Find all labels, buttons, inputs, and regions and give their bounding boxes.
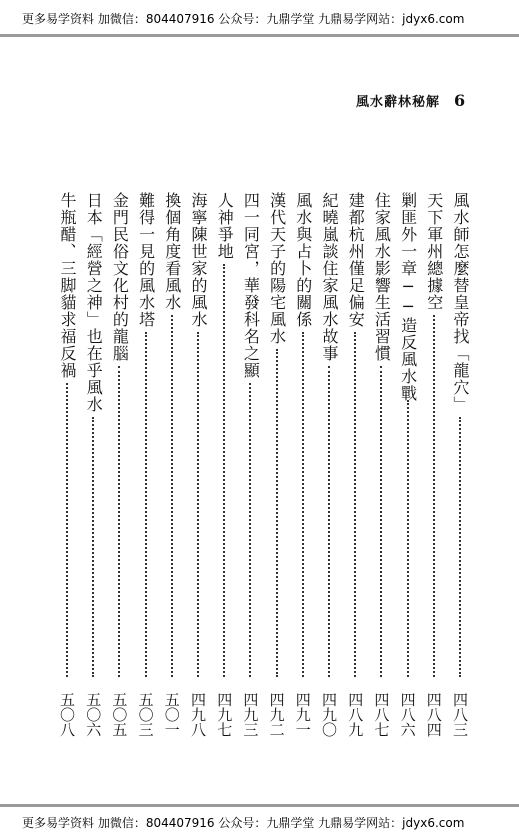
- bottom-divider: [0, 804, 519, 807]
- toc-leader-dots: [276, 349, 278, 677]
- toc-entry: [420, 192, 448, 737]
- toc-leader-dots: [66, 383, 68, 677]
- toc-entry: [184, 192, 212, 737]
- toc-entry-page: 四九〇: [320, 692, 338, 737]
- table-of-contents: [26, 192, 474, 737]
- toc-entry-title: 漢代天子的陽宅風水: [267, 192, 287, 345]
- page-header: [356, 90, 465, 110]
- toc-leader-dots: [171, 315, 173, 677]
- toc-leader-dots: [407, 400, 409, 677]
- toc-entry-page: 五〇六: [84, 692, 103, 737]
- toc-entry-page: 四八四: [424, 692, 443, 737]
- toc-entry-page: 四九二: [267, 692, 286, 737]
- toc-entry: [315, 192, 343, 737]
- toc-entry-title: 日本「經營之神」也在乎風水: [84, 192, 104, 413]
- toc-entry: [289, 192, 317, 737]
- toc-leader-dots: [92, 417, 94, 677]
- toc-entry-page: 四八三: [451, 692, 469, 737]
- toc-entry-title: 風水與占卜的關係: [293, 192, 313, 328]
- toc-entry-title: 建都杭州僅足偏安: [346, 192, 366, 328]
- toc-entry-title: 四一同宮，華發科名之顯: [241, 192, 261, 379]
- toc-leader-dots: [145, 332, 147, 677]
- toc-entry: [341, 192, 369, 737]
- toc-entry: [132, 192, 160, 737]
- toc-leader-dots: [380, 366, 382, 677]
- toc-entry-title: 剿匪外一章──造反風水戰: [398, 192, 418, 402]
- toc-entry-title: 風水師怎麼替皇帝找「龍穴」: [451, 192, 470, 413]
- toc-entry-page: 五〇三: [136, 692, 155, 737]
- toc-leader-dots: [459, 417, 461, 677]
- toc-entry: [53, 192, 81, 737]
- toc-entry-page: 四九一: [293, 692, 312, 737]
- toc-entry-title: 金門民俗文化村的龍腦: [110, 192, 130, 362]
- toc-entry-page: 四八九: [346, 692, 365, 737]
- toc-entry-title: 住家風水影響生活習慣: [372, 192, 392, 362]
- toc-entry-title: 難得一見的風水塔: [136, 192, 156, 328]
- page-number: 6: [454, 90, 466, 110]
- toc-entry-title: 天下軍州總據空: [424, 192, 444, 311]
- toc-entry-title: 換個角度看風水: [162, 192, 182, 311]
- toc-entry: [394, 192, 422, 737]
- toc-leader-dots: [197, 332, 199, 677]
- toc-entry-title: 人神爭地: [215, 192, 235, 260]
- toc-leader-dots: [328, 366, 330, 677]
- toc-leader-dots: [433, 315, 435, 677]
- toc-entry-page: 五〇八: [58, 692, 76, 737]
- toc-entry: [236, 192, 264, 737]
- toc-entry: [79, 192, 107, 737]
- toc-entry-page: 五〇一: [162, 692, 181, 737]
- toc-leader-dots: [223, 264, 225, 677]
- book-title: 風水辭林秘解: [356, 94, 441, 110]
- toc-entry: [158, 192, 186, 737]
- watermark-banner-bottom: 更多易学资料 加微信：804407916 公众号：九鼎学堂 九鼎易学网站：jdyx6.com: [0, 812, 519, 834]
- toc-entry-page: 四八六: [398, 692, 417, 737]
- toc-entry: [263, 192, 291, 737]
- toc-entry-title: 海寧陳世家的風水: [189, 192, 208, 328]
- toc-leader-dots: [249, 383, 251, 677]
- toc-entry-page: 四八七: [372, 692, 391, 737]
- toc-entry-page: 五〇五: [110, 692, 129, 737]
- toc-entry: [105, 192, 133, 737]
- toc-leader-dots: [118, 366, 120, 677]
- toc-entry-page: 四九三: [241, 692, 260, 737]
- toc-entry-title: 牛瓶醋、三脚貓求福反禍: [58, 192, 77, 379]
- toc-entry: [367, 192, 395, 737]
- toc-entry-page: 四九八: [189, 692, 207, 737]
- toc-leader-dots: [354, 332, 356, 677]
- top-divider: [0, 34, 519, 37]
- watermark-banner-top: 更多易学资料 加微信：804407916 公众号：九鼎学堂 九鼎易学网站：jdyx6.com: [0, 8, 519, 30]
- toc-leader-dots: [302, 332, 304, 677]
- toc-entry: [446, 192, 474, 737]
- toc-entry: [210, 192, 238, 737]
- toc-entry-page: 四九七: [215, 692, 234, 737]
- toc-entry-title: 紀曉嵐談住家風水故事: [320, 192, 339, 362]
